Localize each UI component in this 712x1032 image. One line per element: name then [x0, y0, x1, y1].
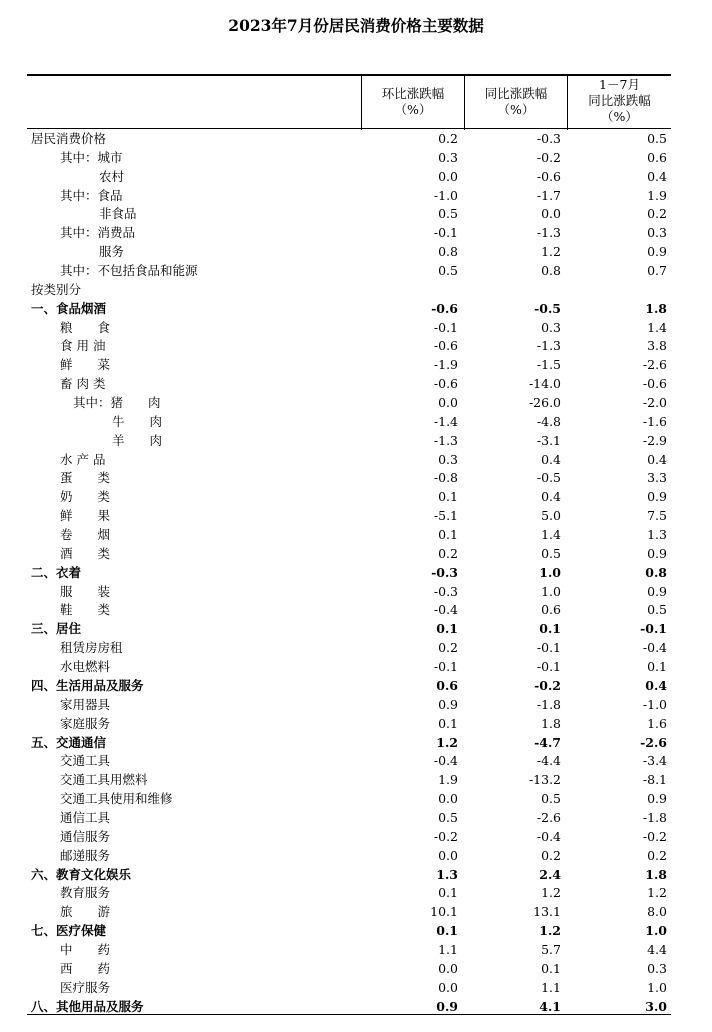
row-label: 六、教育文化娱乐 [31, 866, 132, 882]
mom-value: -0.6 [431, 300, 458, 316]
header-ytd-change [568, 77, 671, 125]
yoy-value: 13.1 [533, 904, 561, 920]
mom-value: -1.3 [433, 432, 458, 448]
yoy-value: 0.3 [541, 319, 561, 335]
mom-value: -0.4 [433, 602, 458, 618]
yoy-value: -4.7 [534, 734, 561, 750]
row-label: 交通工具用燃料 [60, 772, 148, 788]
table-row [27, 677, 671, 696]
ytd-value: 0.9 [647, 791, 667, 807]
row-label: 其中：城市 [60, 149, 123, 165]
ytd-value: 1.6 [647, 715, 667, 731]
row-label: 中 药 [60, 941, 111, 957]
header-ytd-period: 1－7月 [599, 77, 640, 92]
row-label: 租赁房房租 [60, 640, 123, 656]
table-top-rule [27, 74, 671, 76]
header-mom-unit: （%） [394, 102, 432, 117]
table-row [27, 847, 671, 866]
ytd-value: 7.5 [647, 508, 667, 524]
yoy-value: 0.4 [541, 489, 561, 505]
row-label: 其中：消费品 [60, 225, 136, 241]
header-ytd-unit: （%） [601, 109, 638, 124]
row-label: 家庭服务 [60, 715, 111, 731]
ytd-value: 1.4 [647, 319, 667, 335]
header-mom-change [362, 86, 464, 118]
mom-value: -5.1 [433, 508, 458, 524]
ytd-value: -1.6 [642, 413, 667, 429]
table-row [27, 979, 671, 998]
yoy-value: -1.3 [536, 338, 561, 354]
table-row [27, 620, 671, 639]
yoy-value: -0.1 [536, 659, 561, 675]
ytd-value: 8.0 [647, 904, 667, 920]
table-row [27, 243, 671, 262]
ytd-value: 0.8 [645, 564, 667, 580]
mom-value: 0.0 [438, 395, 458, 411]
table-row [27, 337, 671, 356]
yoy-value: 0.8 [541, 263, 561, 279]
yoy-value: 1.0 [541, 583, 561, 599]
table-row [27, 866, 671, 885]
ytd-value: 1.2 [647, 885, 667, 901]
mom-value: 1.9 [438, 772, 458, 788]
row-label: 西 药 [60, 960, 111, 976]
row-label: 通信服务 [60, 828, 111, 844]
row-label: 按类别分 [31, 281, 82, 297]
row-label: 鲜 果 [60, 508, 111, 524]
mom-value: 0.9 [436, 998, 458, 1014]
header-yoy-unit: （%） [497, 102, 535, 117]
row-label: 鞋 类 [60, 602, 111, 618]
mom-value: 0.0 [438, 791, 458, 807]
row-label: 鲜 菜 [60, 357, 111, 373]
table-row [27, 526, 671, 545]
table-row [27, 941, 671, 960]
ytd-value: -2.6 [640, 734, 667, 750]
mom-value: 0.3 [438, 451, 458, 467]
ytd-value: 1.0 [647, 979, 667, 995]
row-label: 食 用 油 [60, 338, 106, 354]
mom-value: 0.5 [438, 809, 458, 825]
ytd-value: 0.9 [647, 545, 667, 561]
row-label: 农村 [99, 168, 125, 184]
row-label: 交通工具使用和维修 [60, 791, 173, 807]
row-label: 其中：食品 [60, 187, 123, 203]
ytd-value: -3.4 [642, 753, 667, 769]
ytd-value: -0.6 [642, 376, 667, 392]
table-row [27, 149, 671, 168]
ytd-value: 0.4 [645, 677, 667, 693]
mom-value: -1.9 [433, 357, 458, 373]
yoy-value: -26.0 [528, 395, 561, 411]
row-label: 二、衣着 [31, 564, 82, 580]
row-label: 家用器具 [60, 696, 111, 712]
table-row [27, 658, 671, 677]
row-label: 三、居住 [31, 621, 82, 637]
ytd-value: 0.1 [647, 659, 667, 675]
yoy-value: -2.6 [536, 809, 561, 825]
mom-value: -0.1 [433, 225, 458, 241]
table-row [27, 696, 671, 715]
mom-value: 0.1 [436, 923, 458, 939]
row-label: 医疗服务 [60, 979, 111, 995]
yoy-value: 5.0 [541, 508, 561, 524]
mom-value: 0.2 [438, 131, 458, 146]
mom-value: -0.1 [433, 319, 458, 335]
yoy-value: 1.8 [541, 715, 561, 731]
mom-value: 0.2 [438, 545, 458, 561]
table-row [27, 564, 671, 583]
mom-value: 0.0 [438, 979, 458, 995]
table-row [27, 488, 671, 507]
mom-value: -1.4 [433, 413, 458, 429]
table-row [27, 545, 671, 564]
yoy-value: 0.0 [541, 206, 561, 222]
ytd-value: 0.9 [647, 489, 667, 505]
mom-value: -0.3 [431, 564, 458, 580]
yoy-value: 5.7 [541, 941, 561, 957]
yoy-value: 0.2 [541, 847, 561, 863]
table-row [27, 639, 671, 658]
mom-value: 0.0 [438, 847, 458, 863]
table-row [27, 828, 671, 847]
ytd-value: 1.0 [645, 923, 667, 939]
mom-value: 10.1 [430, 904, 458, 920]
ytd-value: -0.1 [640, 621, 667, 637]
row-label: 酒 类 [60, 545, 111, 561]
row-label: 服务 [99, 244, 125, 260]
ytd-value: 0.6 [647, 149, 667, 165]
table-row [27, 413, 671, 432]
table-row [27, 432, 671, 451]
yoy-value: 0.4 [541, 451, 561, 467]
row-label: 其中：不包括食品和能源 [60, 263, 198, 279]
mom-value: 0.1 [438, 527, 458, 543]
yoy-value: -0.4 [536, 828, 561, 844]
row-label: 通信工具 [60, 809, 111, 825]
table-row [27, 903, 671, 922]
header-yoy-label: 同比涨跌幅 [484, 86, 548, 101]
ytd-value: 0.9 [647, 583, 667, 599]
table-row [27, 790, 671, 809]
mom-value: 0.3 [438, 149, 458, 165]
row-label: 交通工具 [60, 753, 111, 769]
yoy-value: 1.1 [541, 979, 561, 995]
ytd-value: 1.3 [647, 527, 667, 543]
row-label: 教育服务 [60, 885, 111, 901]
table-row [27, 922, 671, 941]
ytd-value: -2.6 [642, 357, 667, 373]
header-mom-label: 环比涨跌幅 [381, 86, 445, 101]
table-row [27, 300, 671, 319]
table-row [27, 319, 671, 338]
ytd-value: 1.9 [647, 187, 667, 203]
ytd-value: 0.4 [647, 168, 667, 184]
yoy-value: 1.2 [541, 244, 561, 260]
yoy-value: -0.2 [534, 677, 561, 693]
mom-value: 1.2 [436, 734, 458, 750]
yoy-value: 2.4 [539, 866, 561, 882]
table-row [27, 205, 671, 224]
row-label: 非食品 [99, 206, 137, 222]
yoy-value: -0.6 [536, 168, 561, 184]
yoy-value: -13.2 [528, 772, 561, 788]
mom-value: 0.1 [436, 621, 458, 637]
mom-value: -0.2 [433, 828, 458, 844]
table-row [27, 771, 671, 790]
row-label: 奶 类 [60, 489, 111, 505]
table-row [27, 262, 671, 281]
ytd-value: 3.3 [647, 470, 667, 486]
yoy-value: -1.5 [536, 357, 561, 373]
mom-value: 0.0 [438, 168, 458, 184]
table-row [27, 884, 671, 903]
mom-value: -1.0 [433, 187, 458, 203]
row-label: 服 装 [60, 583, 111, 599]
mom-value: -0.8 [433, 470, 458, 486]
yoy-value: -4.8 [536, 413, 561, 429]
row-label: 水 产 品 [60, 451, 106, 467]
row-label: 一、食品烟酒 [31, 300, 107, 316]
row-label: 居民消费价格 [31, 131, 107, 146]
ytd-value: 0.3 [647, 960, 667, 976]
mom-value: 0.6 [436, 677, 458, 693]
ytd-value: -1.0 [642, 696, 667, 712]
yoy-value: -0.2 [536, 149, 561, 165]
row-label: 羊 肉 [112, 432, 163, 448]
ytd-value: 1.8 [645, 300, 667, 316]
mom-value: 0.5 [438, 263, 458, 279]
yoy-value: 1.0 [539, 564, 561, 580]
yoy-value: -14.0 [528, 376, 561, 392]
row-label: 邮递服务 [60, 847, 111, 863]
mom-value: 0.8 [438, 244, 458, 260]
row-label: 旅 游 [60, 904, 111, 920]
yoy-value: 0.5 [541, 545, 561, 561]
row-label: 畜 肉 类 [60, 376, 106, 392]
yoy-value: 0.5 [541, 791, 561, 807]
table-row [27, 752, 671, 771]
mom-value: -0.1 [433, 659, 458, 675]
table-header-rule [27, 128, 671, 129]
table-row [27, 601, 671, 620]
mom-value: 0.5 [438, 206, 458, 222]
ytd-value: 0.5 [647, 602, 667, 618]
document-title: 2023年7月份居民消费价格主要数据 [228, 16, 484, 35]
yoy-value: 1.4 [541, 527, 561, 543]
row-label: 粮 食 [60, 319, 111, 335]
ytd-value: 0.2 [647, 847, 667, 863]
ytd-value: -0.2 [642, 828, 667, 844]
ytd-value: 3.8 [647, 338, 667, 354]
ytd-value: 1.8 [645, 866, 667, 882]
ytd-value: 0.9 [647, 244, 667, 260]
table-row [27, 451, 671, 470]
ytd-value: -1.8 [642, 809, 667, 825]
ytd-value: -0.4 [642, 640, 667, 656]
yoy-value: -0.3 [536, 131, 561, 146]
yoy-value: 1.2 [539, 923, 561, 939]
table-row [27, 507, 671, 526]
yoy-value: -4.4 [536, 753, 561, 769]
row-label: 四、生活用品及服务 [31, 677, 144, 693]
yoy-value: -0.1 [536, 640, 561, 656]
mom-value: 0.1 [438, 885, 458, 901]
table-row [27, 187, 671, 206]
table-row [27, 394, 671, 413]
yoy-value: 1.2 [541, 885, 561, 901]
row-label: 卷 烟 [60, 527, 111, 543]
mom-value: 1.1 [438, 941, 458, 957]
table-row [27, 734, 671, 753]
table-row [27, 224, 671, 243]
mom-value: -0.3 [433, 583, 458, 599]
ytd-value: -8.1 [642, 772, 667, 788]
ytd-value: -2.0 [642, 395, 667, 411]
ytd-value: 0.2 [647, 206, 667, 222]
mom-value: -0.6 [433, 376, 458, 392]
yoy-value: 0.1 [539, 621, 561, 637]
ytd-value: 0.7 [647, 263, 667, 279]
mom-value: -0.4 [433, 753, 458, 769]
table-row [27, 375, 671, 394]
ytd-value: 0.3 [647, 225, 667, 241]
row-label: 五、交通通信 [31, 734, 107, 750]
row-label: 八、其他用品及服务 [31, 998, 144, 1014]
table-bottom-rule [27, 1014, 671, 1015]
yoy-value: -1.3 [536, 225, 561, 241]
table-row [27, 809, 671, 828]
row-label: 七、医疗保健 [31, 923, 107, 939]
table-body [27, 130, 671, 1016]
yoy-value: -0.5 [536, 470, 561, 486]
table-row [27, 168, 671, 187]
table-row [27, 130, 671, 149]
ytd-value: 3.0 [645, 998, 667, 1014]
ytd-value: -2.9 [642, 432, 667, 448]
mom-value: 0.2 [438, 640, 458, 656]
mom-value: 1.3 [436, 866, 458, 882]
table-row [27, 583, 671, 602]
table-row [27, 469, 671, 488]
yoy-value: 4.1 [539, 998, 561, 1014]
row-label: 蛋 类 [60, 470, 111, 486]
yoy-value: -0.5 [534, 300, 561, 316]
mom-value: -0.6 [433, 338, 458, 354]
yoy-value: 0.6 [541, 602, 561, 618]
header-ytd-label: 同比涨跌幅 [588, 93, 651, 108]
row-label: 其中：猪 肉 [73, 395, 161, 411]
table-row [27, 281, 671, 300]
mom-value: 0.1 [438, 489, 458, 505]
yoy-value: -1.7 [536, 187, 561, 203]
row-label: 水电燃料 [60, 659, 111, 675]
ytd-value: 0.4 [647, 451, 667, 467]
yoy-value: -1.8 [536, 696, 561, 712]
header-yoy-change [465, 86, 567, 118]
ytd-value: 0.5 [647, 131, 667, 146]
yoy-value: -3.1 [536, 432, 561, 448]
table-row [27, 715, 671, 734]
mom-value: 0.1 [438, 715, 458, 731]
table-row [27, 356, 671, 375]
mom-value: 0.0 [438, 960, 458, 976]
ytd-value: 4.4 [647, 941, 667, 957]
table-row [27, 960, 671, 979]
row-label: 牛 肉 [112, 413, 163, 429]
yoy-value: 0.1 [541, 960, 561, 976]
mom-value: 0.9 [438, 696, 458, 712]
